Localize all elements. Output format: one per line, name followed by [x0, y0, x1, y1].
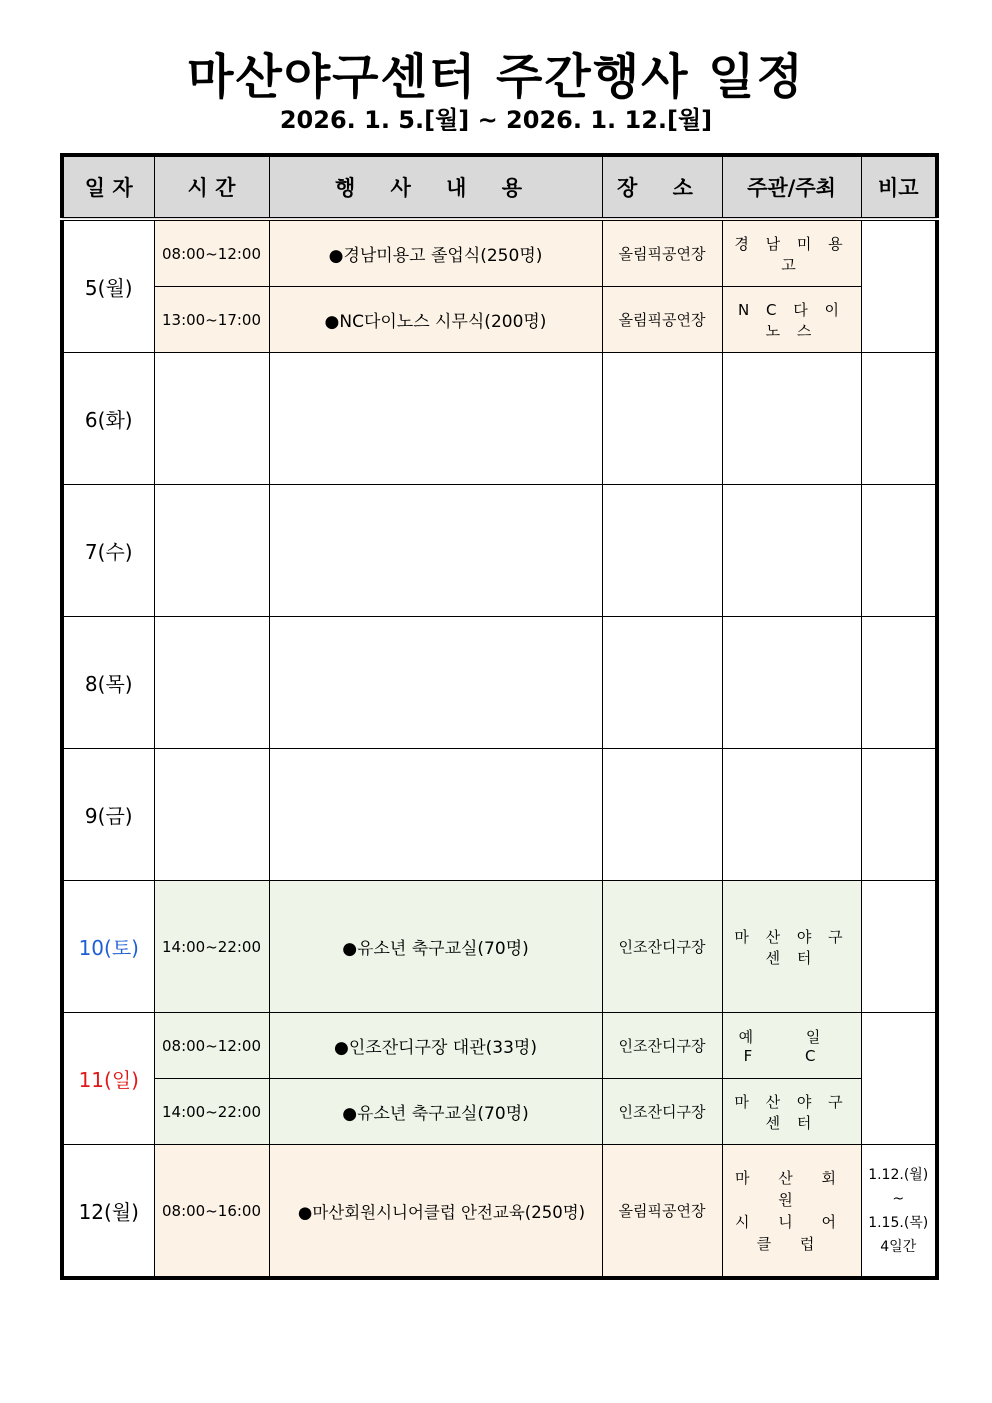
time-cell: 13:00~17:00 — [154, 287, 269, 353]
host-cell: 마 산 야 구 센 터 — [722, 881, 861, 1013]
page-title: 마산야구센터 주간행사 일정 — [187, 49, 805, 105]
host-cell: 예 일 F C — [722, 1013, 861, 1079]
note-cell — [861, 485, 937, 617]
event-content: ●유소년 축구교실(70명) — [269, 881, 602, 1013]
time-cell: 14:00~22:00 — [154, 1079, 269, 1145]
note-cell — [861, 617, 937, 749]
place-cell: 올림픽공연장 — [602, 219, 722, 287]
table-row — [62, 485, 937, 617]
place-cell — [602, 485, 722, 617]
note-line: ~ — [892, 1190, 905, 1207]
note-cell — [861, 1013, 937, 1145]
table-row — [62, 749, 937, 881]
host-cell — [722, 353, 861, 485]
place-cell: 인조잔디구장 — [602, 1013, 722, 1079]
day-cell: 9(금) — [62, 749, 154, 881]
time-cell: 08:00~12:00 — [154, 219, 269, 287]
header-host: 주관/주최 — [722, 155, 861, 219]
event-content — [269, 617, 602, 749]
note-cell — [861, 353, 937, 485]
time-cell — [154, 749, 269, 881]
event-content: ●NC다이노스 시무식(200명) — [269, 287, 602, 353]
day-cell: 11(일) — [62, 1013, 154, 1145]
note-cell — [861, 749, 937, 881]
place-cell: 인조잔디구장 — [602, 881, 722, 1013]
place-cell: 인조잔디구장 — [602, 1079, 722, 1145]
host-cell — [722, 749, 861, 881]
host-cell — [722, 617, 861, 749]
schedule-table — [60, 153, 939, 1280]
host-line: 시 니 어 클 럽 — [734, 1212, 848, 1253]
note-line: 1.12.(월) — [868, 1166, 929, 1183]
header-row — [62, 155, 937, 219]
header-note: 비고 — [861, 155, 937, 219]
time-cell: 14:00~22:00 — [154, 881, 269, 1013]
note-cell — [861, 881, 937, 1013]
day-cell: 6(화) — [62, 353, 154, 485]
time-cell: 08:00~12:00 — [154, 1013, 269, 1079]
note-line: 4일간 — [880, 1238, 917, 1255]
time-cell: 08:00~16:00 — [154, 1145, 269, 1279]
table-row — [62, 287, 937, 353]
table-row — [62, 353, 937, 485]
table-row — [62, 617, 937, 749]
table-row — [62, 1013, 937, 1079]
place-cell: 올림픽공연장 — [602, 287, 722, 353]
time-cell — [154, 485, 269, 617]
day-cell: 5(월) — [62, 219, 154, 353]
event-content: ●인조잔디구장 대관(33명) — [269, 1013, 602, 1079]
host-cell — [722, 1145, 861, 1279]
host-cell — [722, 485, 861, 617]
note-cell — [861, 1145, 937, 1279]
host-cell: N C 다 이 노 스 — [722, 287, 861, 353]
time-cell — [154, 353, 269, 485]
table-row — [62, 1145, 937, 1279]
host-line: 마 산 회 원 — [734, 1168, 848, 1209]
place-cell — [602, 749, 722, 881]
header-content: 행 사 내 용 — [269, 155, 602, 219]
table-row — [62, 881, 937, 1013]
event-content — [269, 353, 602, 485]
day-cell: 12(월) — [62, 1145, 154, 1279]
header-time: 시 간 — [154, 155, 269, 219]
event-content: ●경남미용고 졸업식(250명) — [269, 219, 602, 287]
event-content — [269, 749, 602, 881]
event-content: ●마산회원시니어클럽 안전교육(250명) — [269, 1145, 602, 1279]
event-content: ●유소년 축구교실(70명) — [269, 1079, 602, 1145]
table-row — [62, 1079, 937, 1145]
place-cell — [602, 353, 722, 485]
place-cell — [602, 617, 722, 749]
date-range: 2026. 1. 5.[월] ~ 2026. 1. 12.[월] — [279, 106, 713, 134]
note-cell — [861, 219, 937, 353]
place-cell: 올림픽공연장 — [602, 1145, 722, 1279]
header-place: 장 소 — [602, 155, 722, 219]
day-cell: 8(목) — [62, 617, 154, 749]
host-cell: 경 남 미 용 고 — [722, 219, 861, 287]
event-content — [269, 485, 602, 617]
day-cell: 10(토) — [62, 881, 154, 1013]
table-row — [62, 219, 937, 287]
header-date: 일 자 — [62, 155, 154, 219]
time-cell — [154, 617, 269, 749]
note-line: 1.15.(목) — [868, 1214, 929, 1231]
day-cell: 7(수) — [62, 485, 154, 617]
host-cell: 마 산 야 구 센 터 — [722, 1079, 861, 1145]
